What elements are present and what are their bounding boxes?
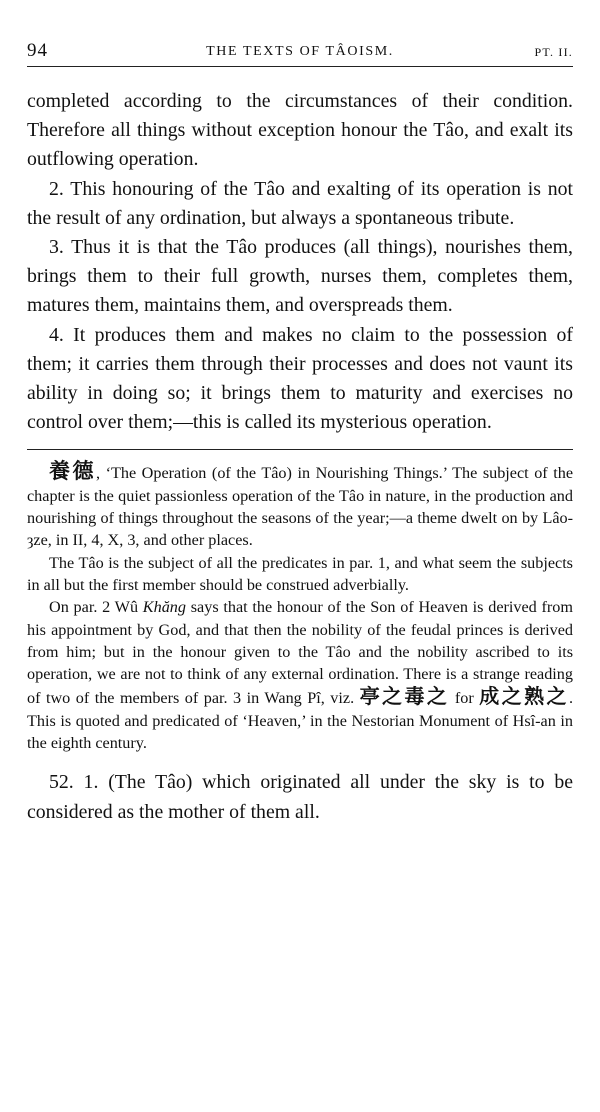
next-chapter-text	[27, 768, 573, 826]
commentary-notes	[27, 460, 573, 754]
main-paragraph-4: 4. It produces them and makes no claim to the possession of them; it carries them through their processes and does not vaunt its ability in doing so; it brings them to maturity and exercises no control over them;—this is called its mysterious operation.	[27, 323, 573, 434]
note3-text-b: says that the honour of the Son of Heaven is derived from his appointment by God, and that then the nobility of the feudal princes is derived from him; but in the honour given to the Tâo and the nobility ascribed to its operation, we are not to think of any external ordination. There is a strange reading of two of the members of par. 3 in Wang Pî, viz.	[27, 598, 573, 708]
notes-divider	[27, 449, 573, 450]
note-heading-text: , ‘The Operation (of the Tâo) in Nourishing Things.’ The subject of the chapter is the quiet passionless operation of the Tâo in nature, in the production and nourishing of things throughout the seasons of the year;—a theme dwelt on by Lâo-ȝze, in II, 4, X, 3, and other places.	[27, 464, 574, 550]
note-paragraph-1	[27, 460, 573, 551]
running-title: THE TEXTS OF TÂOISM.	[206, 44, 394, 59]
note-paragraph-2: The Tâo is the subject of all the predicates in par. 1, and what seem the subjects in all but the first member should be construed adverbially.	[27, 553, 573, 594]
note3-name: Khăng	[142, 598, 186, 617]
note3-text-c: . This is quoted and predicated of ‘Heaven,’ in the Nestorian Monument of Hsî-an in the eighth century.	[27, 689, 573, 752]
standard-reading-chinese: 成之熟之	[479, 684, 569, 709]
note3-text-a: On par. 2 Wû	[49, 598, 143, 617]
main-text	[27, 87, 573, 437]
main-paragraph-2: 2. This honouring of the Tâo and exalting of its operation is not the result of any ordination, but always a spontaneous tribute.	[27, 177, 573, 229]
part-label: PT. II.	[534, 45, 573, 59]
chapter-title-chinese: 養德	[49, 459, 96, 484]
page-number: 94	[27, 40, 48, 61]
chapter-52-paragraph: 52. 1. (The Tâo) which originated all under the sky is to be considered as the mother of them all.	[27, 771, 573, 823]
book-page	[27, 32, 573, 827]
variant-reading-chinese: 亭之毒之	[359, 684, 450, 709]
page-header	[27, 32, 573, 67]
note3-for: for	[449, 689, 480, 708]
main-paragraph-3: 3. Thus it is that the Tâo produces (all things), nourishes them, brings them to their full growth, nurses them, completes them, matures them, maintains them, and overspreads them.	[27, 236, 573, 317]
note-paragraph-3	[27, 596, 573, 754]
main-paragraph-1: completed according to the circumstances of their condition. Therefore all things without exception honour the Tâo, and exalt its outflowing operation.	[27, 90, 573, 171]
